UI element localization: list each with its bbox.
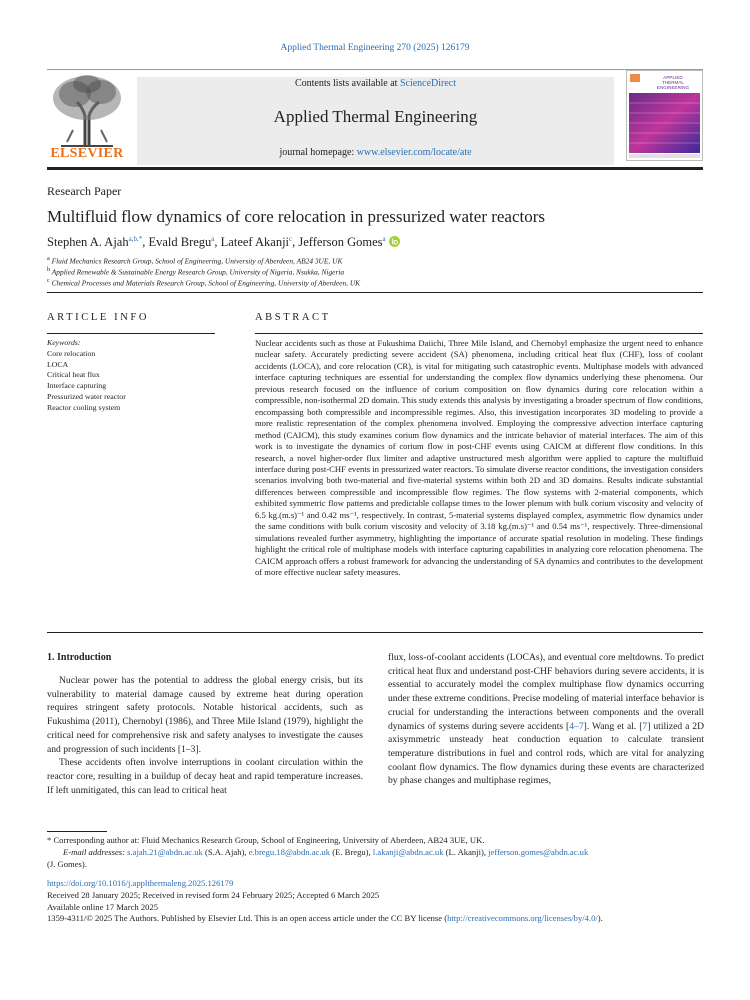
abstract-text: Nuclear accidents such as those at Fukushima Daiichi, Three Mile Island, and Chernobyl emphasize the urgent need to enhance nuclear safety. Accurately predicting severe accident (SA) phenomena, including critical heat flux (CHF), loss of coolant accidents (LOCA), and core relocation (CR), is vital for mitigating such catastrophic events. Multiphase models with advanced interface capturing techniques are essential for understanding the complex flow dynamics underlying these phenomena. Our previous research focused on the influence of corium composition on flow dynamics during core relocation within a compressible, non-isothermal 2D domain. This study extends this analysis by investigating a broader spectrum of flow conditions, encompassing both compressible and incompressible regimes. Also, this investigation incorporates 3D modeling to provide a more realistic representation of the complex phenomena involved. Employing the compressive advection interface capturing method (CAICM), this study examines corium flow dynamics and the intricate behavior of material interfaces. The aim of this work is to investigate the dynamics of corium flow in post-CHF events using CAICM at different flow conditions. In this research, a novel higher-order flux limiter and adaptive unstructured mesh algorithm were applied to capture the multifluid interface during post-CHF events in pressurized water reactors. To simulate diverse reactor conditions, the investigation considers scenarios involving both two-material and five-material systems within both 2D and 3D domains. Results indicate substantial differences between compressible and incompressible flow regimes. The flow systems with 2-material components, which exhibited symmetric flow patterns and predictable collapse times to the lower plenum with bulk corium viscosity and velocity of 6.5 kg.(m.s)⁻¹ and 0.42 ms⁻¹, respectively. In contrast, 5-material systems displayed complex, asymmetric flow dynamics under the same conditions with bulk corium viscosity and velocity of 3.18 kg.(m.s)⁻¹ and 0.54 ms⁻¹, respectively. Three-dimensional simulations revealed further asymmetry, highlighting the importance of accurate spatial resolution in modeling. These findings highlight the critical role of multiphase models with interface capturing capabilities in analyzing core relocation phenomena. The CAICM approach offers a robust framework for advancing the understanding of SA dynamics and contributes to the development of more effective nuclear safety measures. [255, 338, 703, 578]
footnote-rule [47, 831, 107, 832]
affiliation-marker: c [47, 278, 50, 284]
header-thick-rule [47, 167, 703, 170]
email-link[interactable]: l.akanji@abdn.ac.uk [372, 847, 444, 858]
keyword: Interface capturing [47, 381, 107, 391]
paper-title: Multifluid flow dynamics of core relocation in pressurized water reactors [47, 207, 546, 226]
author-affiliation-ref[interactable]: a [382, 235, 386, 243]
author-name[interactable]: Lateef Akanji [220, 235, 290, 250]
keywords-block [47, 338, 126, 414]
affiliation-text: Chemical Processes and Materials Research Group, School of Engineering, University of Aberdeen, UK [51, 278, 361, 288]
body-text: ]. Wang et al. [ [583, 720, 643, 732]
introduction-heading: 1. Introduction [47, 652, 112, 663]
homepage-link[interactable]: www.elsevier.com/locate/ate [356, 147, 472, 158]
orcid-icon[interactable] [389, 236, 400, 247]
license-text: ). [597, 913, 603, 924]
article-info-rule [47, 333, 215, 334]
section-rule [47, 292, 703, 293]
keywords-label: Keywords: [47, 338, 81, 347]
keyword: LOCA [47, 359, 69, 369]
journal-reference[interactable]: Applied Thermal Engineering 270 (2025) 126179 [280, 43, 470, 53]
email-label: E-mail addresses: [63, 847, 125, 858]
author-affiliation-ref[interactable]: a [211, 235, 215, 243]
author-affiliation-ref[interactable]: c [289, 235, 293, 243]
header-rule [47, 69, 703, 70]
email-owner: (S.A. Ajah), [204, 847, 247, 858]
author-name[interactable]: Stephen A. Ajah [47, 235, 129, 250]
email-link[interactable]: s.ajah.21@abdn.ac.uk [127, 847, 203, 858]
body-text: ] utilized a 2D axisymmetric unsteady heat conduction equation to calculate transient temperature distributions in fuel and control rods, which are vital for analyzing coolant flow dynamics. The flow dynamics during these events are characterized by phase changes and multiphase regimes, [388, 720, 705, 787]
sciencedirect-link[interactable]: ScienceDirect [399, 78, 457, 89]
journal-header-box [137, 77, 614, 165]
email-owner: (E. Bregu), [332, 847, 371, 858]
publisher-name: ELSEVIER [50, 146, 124, 161]
body-column-right [388, 651, 704, 788]
contents-prefix: Contents lists available at [294, 78, 400, 89]
doi-link[interactable]: https://doi.org/10.1016/j.applthermaleng.2025.126179 [47, 878, 234, 888]
elsevier-logo [47, 72, 127, 164]
body-paragraph [388, 651, 704, 788]
email-link[interactable]: jefferson.gomes@abdn.ac.uk [488, 847, 589, 858]
license-line [47, 913, 707, 925]
author-name[interactable]: Jefferson Gomes [298, 235, 383, 250]
cover-line-1: APPLIED [663, 75, 683, 80]
elsevier-tree-icon [47, 72, 127, 148]
body-paragraph: These accidents often involve interruptions in coolant circulation within the reactor core, resulting in a buildup of decay heat and rapid temperature increases. If left unmitigated, this can lead to critical heat [47, 757, 363, 796]
email-owner: (L. Akanji), [445, 847, 487, 858]
email-link[interactable]: e.bregu.18@abdn.ac.uk [248, 847, 331, 858]
affiliation [47, 278, 360, 287]
affiliation-text: Applied Renewable & Sustainable Energy Research Group, University of Nigeria, Nsukka, Nigeria [51, 267, 345, 277]
homepage-line [137, 147, 614, 158]
affiliation-text: Fluid Mechanics Research Group, School of Engineering, University of Aberdeen, AB24 3UE, UK [51, 256, 343, 266]
affiliation [47, 267, 344, 276]
article-info-heading: ARTICLE INFO [47, 312, 150, 323]
keyword: Critical heat flux [47, 370, 100, 380]
email-owner: (J. Gomes). [47, 859, 87, 870]
contents-line [137, 78, 614, 89]
affiliation-marker: a [47, 256, 50, 262]
body-column-left [47, 674, 363, 797]
keyword: Core relocation [47, 348, 96, 358]
keyword: Reactor cooling system [47, 402, 121, 412]
author-list: Stephen A. Ajah$^{a,b,*}$, Evald Bregu$^a$, Lateef Akanji$^c$, Jefferson Gomes$^a$ [47, 235, 400, 250]
affiliation-marker: b [47, 267, 51, 273]
article-type: Research Paper [47, 184, 122, 198]
available-online: Available online 17 March 2025 [47, 901, 159, 912]
abstract-bottom-rule [47, 632, 703, 633]
license-link[interactable]: http://creativecommons.org/licenses/by/4.0/ [447, 913, 598, 924]
journal-cover[interactable] [626, 70, 703, 161]
received-dates: Received 28 January 2025; Received in revised form 24 February 2025; Accepted 6 March 2025 [47, 889, 380, 900]
keyword: Pressurized water reactor [47, 391, 126, 401]
publication-meta [47, 878, 707, 925]
footnotes [47, 834, 703, 871]
body-paragraph: Nuclear power has the potential to address the global energy crisis, but its vulnerability to material damage caused by extreme heat during operation requires stringent safety protocols. Notable historical accidents, such as Fukushima (2011), Chernobyl (1986), and Three Mile Island (1979), highlight the critical need for comprehensive risk and safety analyses to investigate the causes and progression of such incidents [1–3]. [47, 675, 363, 755]
license-text: 1359-4311/© 2025 The Authors. Published by Elsevier Ltd. This is an open access article under the CC BY license ( [47, 913, 448, 924]
cover-line-2: THERMAL [662, 80, 684, 85]
author-affiliation-ref[interactable]: a,b,* [128, 235, 143, 243]
journal-cover-image [627, 71, 702, 160]
affiliation [47, 256, 342, 265]
citation-link[interactable]: 7 [642, 720, 648, 732]
abstract-rule [255, 333, 703, 334]
citation-link[interactable]: 4–7 [569, 720, 584, 732]
cover-line-3: ENGINEERING [656, 85, 690, 90]
author-name[interactable]: Evald Bregu [148, 235, 212, 250]
abstract-heading: ABSTRACT [255, 312, 331, 323]
corresponding-author-note: * Corresponding author at: Fluid Mechanics Research Group, School of Engineering, University of Aberdeen, AB24 3UE, UK. [47, 835, 485, 845]
homepage-prefix: journal homepage: [279, 147, 357, 158]
email-line [47, 846, 703, 858]
journal-title: Applied Thermal Engineering [273, 107, 478, 126]
body-text: flux, loss-of-coolant accidents (LOCAs), and eventual core meltdowns. To predict critical heat flux and understand post-CHF behaviors during severe accidents, it is essential to accurately model the complex multiphase flow dynamics occurring under these extreme conditions. Precise modeling of material interface behavior is crucial for understanding the interactions between components and the overall dynamics of systems during severe accidents [ [388, 652, 704, 732]
